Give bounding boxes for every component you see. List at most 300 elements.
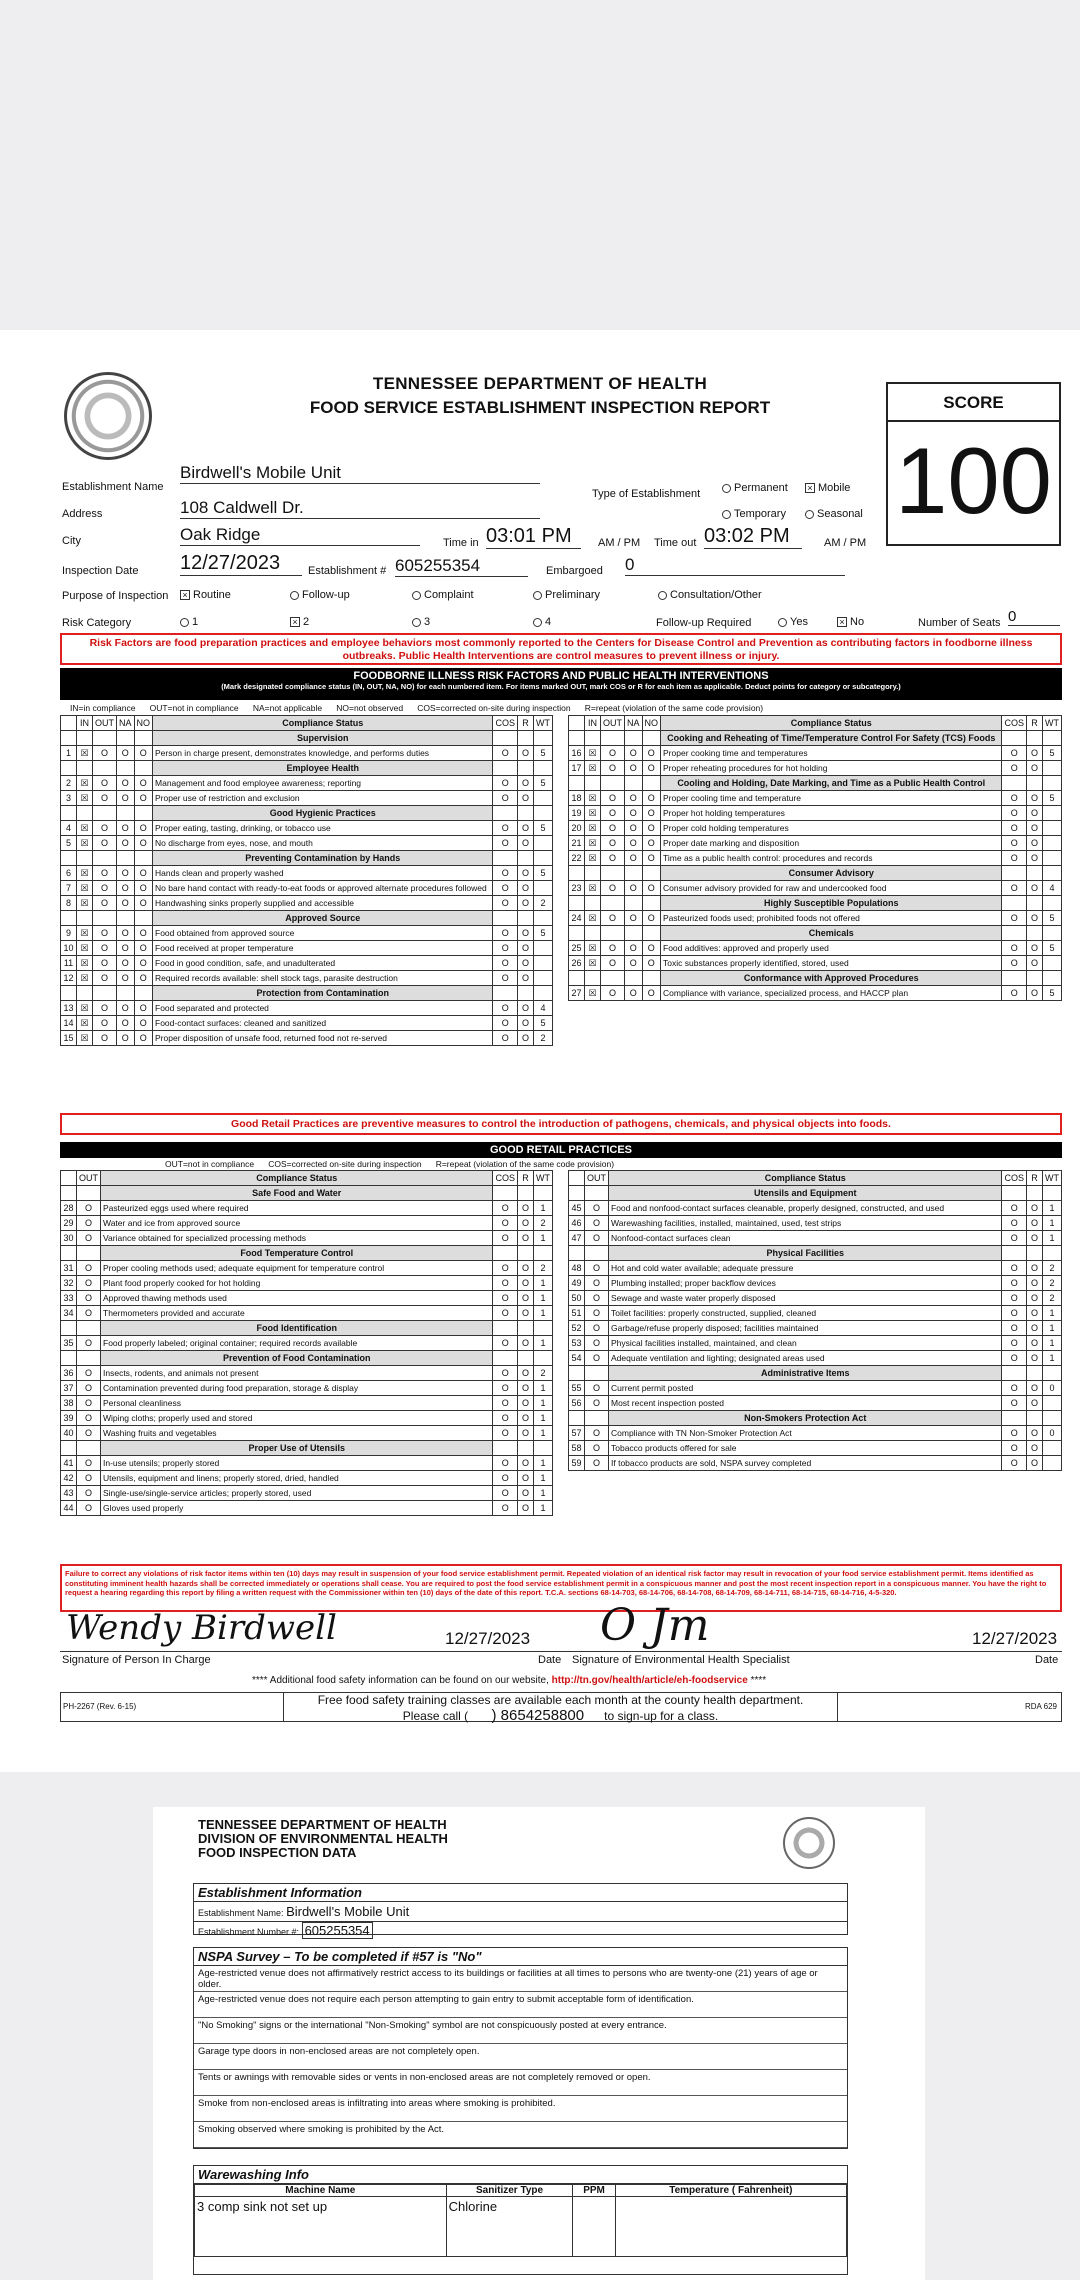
item-desc: Time as a public health control: procedures and records <box>661 851 1002 866</box>
cos-mark: O <box>493 1336 518 1351</box>
blank <box>518 1351 534 1366</box>
grp-left-table <box>60 1170 553 1516</box>
no-mark: O <box>134 836 153 851</box>
classes-box <box>283 1693 838 1724</box>
blank <box>1027 971 1043 986</box>
item-desc: Proper cold holding temperatures <box>661 821 1002 836</box>
p2-num: 605255354 <box>302 1922 373 1939</box>
blank <box>61 851 77 866</box>
no-mark: O <box>642 881 661 896</box>
blank <box>1027 866 1043 881</box>
no-mark: O <box>134 866 153 881</box>
blank <box>534 1246 553 1261</box>
no-mark: O <box>134 1001 153 1016</box>
na-mark: O <box>625 806 643 821</box>
no-mark: O <box>642 761 661 776</box>
item-row <box>61 1411 553 1426</box>
na-mark: O <box>625 761 643 776</box>
item-number: 39 <box>61 1411 77 1426</box>
r-mark: O <box>518 836 534 851</box>
section-title: Administrative Items <box>609 1366 1002 1381</box>
blank <box>61 1321 77 1336</box>
weight: 1 <box>534 1396 553 1411</box>
item-number: 8 <box>61 896 77 911</box>
out-mark: O <box>93 836 117 851</box>
weight <box>1043 1396 1062 1411</box>
r-mark: O <box>1027 941 1043 956</box>
form-number: PH-2267 (Rev. 6-15) <box>63 1702 137 1711</box>
no-mark: O <box>642 911 661 926</box>
out-mark: O <box>77 1411 101 1426</box>
cos-mark: O <box>1002 956 1027 971</box>
blank <box>493 806 518 821</box>
blank <box>61 1246 77 1261</box>
blank <box>1043 896 1062 911</box>
in-mark: ☒ <box>585 821 601 836</box>
purpose-followup: Follow-up <box>290 589 350 601</box>
na-mark: O <box>625 881 643 896</box>
blank <box>569 866 585 881</box>
blank <box>534 851 553 866</box>
blank <box>1002 1246 1027 1261</box>
foodborne-title: FOODBORNE ILLNESS RISK FACTORS AND PUBLIC HEALTH INTERVENTIONS <box>353 670 769 682</box>
blank <box>569 1186 585 1201</box>
blank <box>493 911 518 926</box>
in-mark: ☒ <box>77 1016 93 1031</box>
item-row <box>61 1306 553 1321</box>
item-row <box>61 1501 553 1516</box>
blank <box>601 926 625 941</box>
weight: 1 <box>534 1456 553 1471</box>
item-row <box>569 911 1062 926</box>
r-mark: O <box>1027 1426 1043 1441</box>
cos-mark: O <box>1002 1201 1027 1216</box>
section-title: Prevention of Food Contamination <box>101 1351 493 1366</box>
weight: 1 <box>1043 1351 1062 1366</box>
weight: 5 <box>1043 911 1062 926</box>
type-seasonal: Seasonal <box>805 508 863 520</box>
cos-mark: O <box>493 1031 518 1046</box>
blank <box>93 911 117 926</box>
blank <box>625 926 643 941</box>
item-number: 55 <box>569 1381 585 1396</box>
item-desc: Food separated and protected <box>153 1001 493 1016</box>
na-mark: O <box>625 911 643 926</box>
no-mark: O <box>642 746 661 761</box>
out-mark: O <box>585 1351 609 1366</box>
item-row <box>61 956 553 971</box>
no-mark: O <box>134 746 153 761</box>
item-row <box>569 836 1062 851</box>
item-desc: Handwashing sinks properly supplied and accessible <box>153 896 493 911</box>
r-mark: O <box>1027 806 1043 821</box>
footer-url[interactable]: http://tn.gov/health/article/eh-foodservice <box>551 1675 748 1686</box>
r-mark: O <box>518 1201 534 1216</box>
blank <box>642 776 661 791</box>
blank <box>585 926 601 941</box>
r-mark: O <box>518 1456 534 1471</box>
cos-mark: O <box>493 1016 518 1031</box>
r-mark: O <box>1027 1216 1043 1231</box>
blank <box>585 731 601 746</box>
r-mark: O <box>1027 1456 1043 1471</box>
na-mark: O <box>117 971 135 986</box>
blank <box>1043 926 1062 941</box>
p2-name: Birdwell's Mobile Unit <box>286 1904 410 1919</box>
p2-h2: DIVISION OF ENVIRONMENTAL HEALTH <box>198 1831 448 1846</box>
out-mark: O <box>77 1201 101 1216</box>
weight: 1 <box>534 1231 553 1246</box>
blank <box>534 1321 553 1336</box>
out-mark: O <box>93 1001 117 1016</box>
ware-col: Machine Name <box>195 2185 447 2197</box>
r-mark: O <box>1027 1351 1043 1366</box>
item-row <box>569 1201 1062 1216</box>
out-mark: O <box>77 1231 101 1246</box>
ware-cell <box>615 2197 846 2257</box>
num-col <box>569 716 585 731</box>
p2-num-row: Establishment Number #: 605255354 <box>194 1922 847 1939</box>
item-row <box>569 761 1062 776</box>
blank <box>1043 1411 1062 1426</box>
cos-mark: O <box>1002 761 1027 776</box>
cos-mark: O <box>493 896 518 911</box>
cos-mark: O <box>493 776 518 791</box>
risk-factors-notice: Risk Factors are food preparation practices and employee behaviors most commonly reported to the Centers for Disease Control and Prevention as contributing factors in foodborne illness outbreaks. Public Health Interventions are control measures to prevent illness or injury. <box>60 633 1062 665</box>
item-number: 21 <box>569 836 585 851</box>
item-number: 3 <box>61 791 77 806</box>
blank <box>1002 731 1027 746</box>
item-number: 25 <box>569 941 585 956</box>
blank <box>625 971 643 986</box>
blank <box>601 971 625 986</box>
cos-mark: O <box>493 971 518 986</box>
blank <box>493 1246 518 1261</box>
cos-mark: O <box>1002 851 1027 866</box>
item-desc: Toilet facilities: properly constructed, supplied, cleaned <box>609 1306 1002 1321</box>
r-col: R <box>1027 1171 1043 1186</box>
out-mark: O <box>77 1216 101 1231</box>
weight <box>1043 851 1062 866</box>
wt-col: WT <box>534 716 553 731</box>
item-row <box>569 941 1062 956</box>
out-mark: O <box>585 1201 609 1216</box>
blank <box>493 851 518 866</box>
in-mark: ☒ <box>77 1001 93 1016</box>
blank <box>77 1186 101 1201</box>
item-desc: Proper cooling time and temperature <box>661 791 1002 806</box>
weight <box>534 836 553 851</box>
no-mark: O <box>134 956 153 971</box>
ware-cell: Chlorine <box>446 2197 573 2257</box>
cos-col: COS <box>1002 716 1027 731</box>
section-row <box>61 761 553 776</box>
in-mark: ☒ <box>585 761 601 776</box>
blank <box>569 776 585 791</box>
item-number: 14 <box>61 1016 77 1031</box>
out-mark: O <box>585 1321 609 1336</box>
out-mark: O <box>77 1291 101 1306</box>
item-desc: No discharge from eyes, nose, and mouth <box>153 836 493 851</box>
section-row <box>569 1186 1062 1201</box>
blank <box>585 1411 609 1426</box>
no-mark: O <box>134 1031 153 1046</box>
cos-mark: O <box>1002 1216 1027 1231</box>
item-row <box>61 746 553 761</box>
item-row <box>569 986 1062 1001</box>
section-row <box>569 926 1062 941</box>
item-row <box>61 1216 553 1231</box>
seats-value: 0 <box>1008 608 1060 626</box>
blank <box>534 1441 553 1456</box>
out-mark: O <box>601 791 625 806</box>
header-row <box>569 716 1062 731</box>
ware-cell: 3 comp sink not set up <box>195 2197 447 2257</box>
in-mark: ☒ <box>77 926 93 941</box>
section-title: Good Hygienic Practices <box>153 806 493 821</box>
date-2: 12/27/2023 <box>972 1629 1058 1648</box>
cos-mark: O <box>493 791 518 806</box>
blank <box>569 731 585 746</box>
na-mark: O <box>625 836 643 851</box>
item-number: 58 <box>569 1441 585 1456</box>
item-number: 28 <box>61 1201 77 1216</box>
score-value: 100 <box>895 428 1052 533</box>
no-mark: O <box>642 986 661 1001</box>
blank <box>117 761 135 776</box>
weight: 4 <box>1043 881 1062 896</box>
r-mark: O <box>1027 761 1043 776</box>
item-number: 35 <box>61 1336 77 1351</box>
weight: 1 <box>1043 1336 1062 1351</box>
blank <box>1002 776 1027 791</box>
out-mark: O <box>585 1441 609 1456</box>
r-mark: O <box>518 746 534 761</box>
r-mark: O <box>1027 881 1043 896</box>
blank <box>493 1186 518 1201</box>
weight: 1 <box>534 1276 553 1291</box>
status-legend: IN=in compliance OUT=not in compliance NA=not applicable NO=not observed COS=corrected on-site during inspection R=repeat (violation of the same code provision) <box>70 703 764 713</box>
section-title: Chemicals <box>661 926 1002 941</box>
na-mark: O <box>117 746 135 761</box>
item-desc: In-use utensils; properly stored <box>101 1456 493 1471</box>
in-mark: ☒ <box>77 1031 93 1046</box>
cos-mark: O <box>493 1276 518 1291</box>
item-desc: Sewage and waste water properly disposed <box>609 1291 1002 1306</box>
section-row <box>569 866 1062 881</box>
weight: 5 <box>534 926 553 941</box>
blank <box>93 731 117 746</box>
r-mark: O <box>518 941 534 956</box>
item-row <box>61 1001 553 1016</box>
blank <box>1002 1411 1027 1426</box>
blank <box>1043 866 1062 881</box>
nspa-item: Garage type doors in non-enclosed areas are not completely open. <box>194 2044 847 2070</box>
blank <box>134 911 153 926</box>
cos-mark: O <box>493 866 518 881</box>
item-row <box>61 776 553 791</box>
item-row <box>569 1291 1062 1306</box>
out-mark: O <box>93 746 117 761</box>
risk-factors-right-table <box>568 715 1062 1001</box>
blank <box>1027 926 1043 941</box>
out-mark: O <box>77 1501 101 1516</box>
out-mark: O <box>601 941 625 956</box>
na-col: NA <box>625 716 643 731</box>
item-desc: If tobacco products are sold, NSPA survey completed <box>609 1456 1002 1471</box>
blank <box>61 761 77 776</box>
weight: 1 <box>1043 1321 1062 1336</box>
item-number: 37 <box>61 1381 77 1396</box>
section-row <box>61 851 553 866</box>
section-row <box>569 776 1062 791</box>
item-number: 33 <box>61 1291 77 1306</box>
weight: 4 <box>534 1001 553 1016</box>
item-number: 24 <box>569 911 585 926</box>
weight: 1 <box>534 1381 553 1396</box>
header-row <box>61 716 553 731</box>
item-number: 13 <box>61 1001 77 1016</box>
out-mark: O <box>601 956 625 971</box>
cos-mark: O <box>493 1001 518 1016</box>
item-number: 49 <box>569 1276 585 1291</box>
section-title: Protection from Contamination <box>153 986 493 1001</box>
cos-mark: O <box>1002 1306 1027 1321</box>
blank <box>1027 731 1043 746</box>
ware-cell <box>573 2197 615 2257</box>
no-mark: O <box>134 791 153 806</box>
no-mark: O <box>642 941 661 956</box>
no-col: NO <box>134 716 153 731</box>
weight: 2 <box>534 1261 553 1276</box>
out-mark: O <box>93 791 117 806</box>
item-row <box>61 1336 553 1351</box>
blank <box>77 761 93 776</box>
blank <box>518 761 534 776</box>
in-mark: ☒ <box>585 746 601 761</box>
section-title: Non-Smokers Protection Act <box>609 1411 1002 1426</box>
section-row <box>569 1411 1062 1426</box>
item-row <box>61 1486 553 1501</box>
item-row <box>61 896 553 911</box>
in-mark: ☒ <box>585 986 601 1001</box>
out-col: OUT <box>77 1171 101 1186</box>
out-mark: O <box>585 1456 609 1471</box>
item-row <box>569 791 1062 806</box>
in-mark: ☒ <box>77 881 93 896</box>
na-mark: O <box>117 956 135 971</box>
r-mark: O <box>518 1336 534 1351</box>
r-mark: O <box>1027 851 1043 866</box>
item-row <box>569 1396 1062 1411</box>
item-row <box>61 1381 553 1396</box>
blank <box>518 851 534 866</box>
cos-mark: O <box>493 1306 518 1321</box>
blank <box>1002 896 1027 911</box>
blank <box>585 971 601 986</box>
item-row <box>61 941 553 956</box>
cos-mark: O <box>493 1261 518 1276</box>
item-number: 44 <box>61 1501 77 1516</box>
blank <box>625 896 643 911</box>
out-mark: O <box>585 1336 609 1351</box>
item-number: 1 <box>61 746 77 761</box>
item-number: 30 <box>61 1231 77 1246</box>
na-mark: O <box>117 836 135 851</box>
na-mark: O <box>625 986 643 1001</box>
address-value: 108 Caldwell Dr. <box>180 498 540 519</box>
weight: 1 <box>534 1486 553 1501</box>
cos-mark: O <box>1002 806 1027 821</box>
risk-label: Risk Category <box>62 617 132 629</box>
weight: 5 <box>1043 941 1062 956</box>
blank <box>642 926 661 941</box>
blank <box>77 851 93 866</box>
item-row <box>569 956 1062 971</box>
item-row <box>61 1031 553 1046</box>
in-mark: ☒ <box>585 806 601 821</box>
item-desc: Proper eating, tasting, drinking, or tobacco use <box>153 821 493 836</box>
item-desc: Food and nonfood-contact surfaces cleanable, properly designed, constructed, and used <box>609 1201 1002 1216</box>
nspa-item: Tents or awnings with removable sides or vents in non-enclosed areas are not completely removed or open. <box>194 2070 847 2096</box>
num-col <box>61 716 77 731</box>
risk-3: 3 <box>412 616 430 628</box>
section-row <box>61 731 553 746</box>
r-mark: O <box>518 1231 534 1246</box>
item-row <box>61 1426 553 1441</box>
weight: 1 <box>534 1426 553 1441</box>
blank <box>77 986 93 1001</box>
item-desc: Consumer advisory provided for raw and undercooked food <box>661 881 1002 896</box>
rda-number: RDA 629 <box>1024 1702 1057 1711</box>
na-mark: O <box>117 1016 135 1031</box>
est-num-label: Establishment # <box>308 565 387 577</box>
classes-text: Free food safety training classes are available each month at the county health department. <box>317 1693 804 1707</box>
cos-mark: O <box>493 926 518 941</box>
out-mark: O <box>93 971 117 986</box>
blank <box>1043 1246 1062 1261</box>
section-row <box>61 911 553 926</box>
r-mark: O <box>1027 1396 1043 1411</box>
blank <box>117 911 135 926</box>
weight: 5 <box>1043 986 1062 1001</box>
out-mark: O <box>585 1216 609 1231</box>
na-col: NA <box>117 716 135 731</box>
r-mark: O <box>518 776 534 791</box>
out-mark: O <box>93 956 117 971</box>
est-info-box <box>193 1883 848 1938</box>
nspa-title: NSPA Survey – To be completed if #57 is "No" <box>194 1948 847 1966</box>
out-mark: O <box>77 1426 101 1441</box>
no-mark: O <box>134 971 153 986</box>
blank <box>518 986 534 1001</box>
est-info-title: Establishment Information <box>194 1884 847 1902</box>
purpose-preliminary: Preliminary <box>533 589 600 601</box>
item-desc: Physical facilities installed, maintained, and clean <box>609 1336 1002 1351</box>
section-title: Cooking and Reheating of Time/Temperature Control For Safety (TCS) Foods <box>661 731 1002 746</box>
na-mark: O <box>117 776 135 791</box>
call-text: Please call ( ) 8654258800 to sign-up for a class. <box>402 1707 719 1724</box>
r-mark: O <box>518 956 534 971</box>
purpose-routine: × Routine <box>180 589 231 601</box>
blank <box>625 731 643 746</box>
type-label: Type of Establishment <box>592 488 701 500</box>
blank <box>1027 1186 1043 1201</box>
item-desc: Water and ice from approved source <box>101 1216 493 1231</box>
out-mark: O <box>77 1276 101 1291</box>
na-mark: O <box>117 1001 135 1016</box>
weight <box>1043 821 1062 836</box>
